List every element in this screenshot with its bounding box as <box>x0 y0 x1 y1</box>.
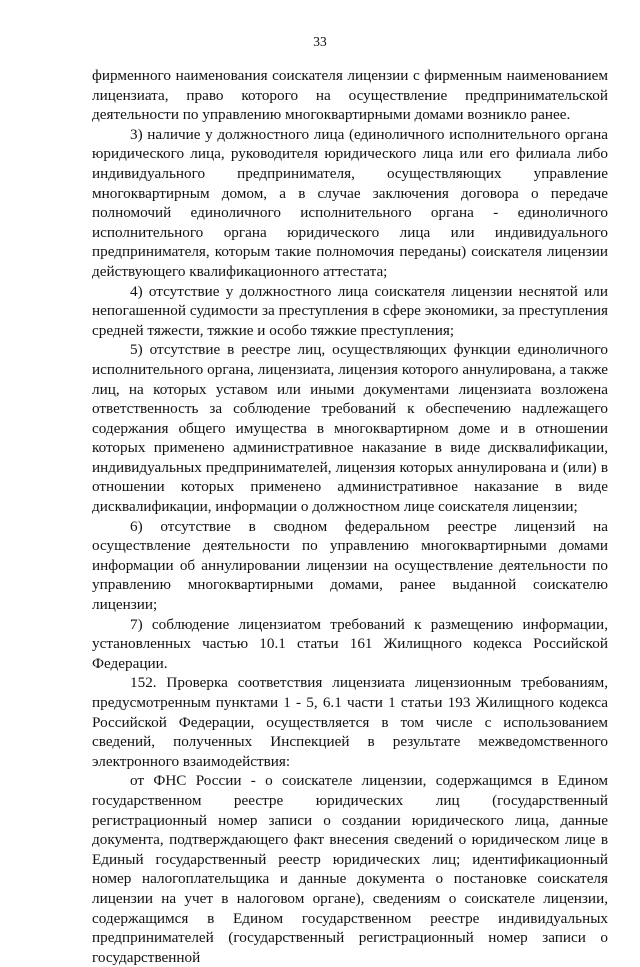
page-number: 33 <box>313 34 327 49</box>
paragraph-item-4: 4) отсутствие у должностного лица соискателя лицензии неснятой или непогашенной судимости за преступления в сфере экономики, за преступления средней тяжести, тяжкие и особо тяжкие преступления; <box>92 282 608 339</box>
paragraph-item-7: 7) соблюдение лицензиатом требований к размещению информации, установленных частью 10.1 статьи 161 Жилищного кодекса Российской Федерации. <box>92 615 608 672</box>
paragraph-fns-info: от ФНС России - о соискателе лицензии, содержащимся в Едином государственном реестре юридических лиц (государственный регистрационный номер записи о создании юридического лица, данные документа, подтверждающего факт внесения сведений о юридическом лице в Единый государственный реестр юридических лиц; идентификационный номер налогоплательщика и данные документа о постановке соискателя лицензии на учет в налоговом органе), сведениям о соискателе лицензии, содержащимся в Едином государственном реестре индивидуальных предпринимателей (государственный регистрационный номер записи о государственной <box>92 772 608 966</box>
document-body <box>92 66 608 967</box>
paragraph-item-3: 3) наличие у должностного лица (единоличного исполнительного органа юридического лица, руководителя юридического лица или его филиала либо индивидуального предпринимателя, осуществляющих управление многоквартирным домом, а в случае заключения договора о передаче полномочий единоличного исполнительного органа - единоличного исполнительного органа юридического лица или индивидуального предпринимателя, которым такие полномочия переданы) соискателя лицензии действующего квалификационного аттестата; <box>92 125 608 280</box>
paragraph-item-6: 6) отсутствие в сводном федеральном реестре лицензий на осуществление деятельности по управлению многоквартирными домами информации об аннулировании лицензии на осуществление деятельности по управлению многоквартирными домами, ранее выданной соискателю лицензии; <box>92 517 608 614</box>
paragraph-clause-152: 152. Проверка соответствия лицензиата лицензионным требованиям, предусмотренным пунктами 1 - 5, 6.1 части 1 статьи 193 Жилищного кодекса Российской Федерации, осуществляется в том числе с использованием сведений, полученных Инспекцией в результате межведомственного электронного взаимодействия: <box>92 674 608 770</box>
paragraph-continuation: фирменного наименования соискателя лицензии с фирменным наименованием лицензиата, право которого на осуществление предпринимательской деятельности по управлению многоквартирными домами возникло ранее. <box>92 67 608 124</box>
paragraph-item-5: 5) отсутствие в реестре лиц, осуществляющих функции единоличного исполнительного органа, лицензиата, лицензия которого аннулирована, а также лиц, на которых уставом или иными документами лицензиата возложена ответственность за соблюдение требований к обеспечению надлежащего содержания общего имущества в многоквартирном доме и в отношении которых применено административное наказание в виде дисквалификации, индивидуальных предпринимателей, лицензия которых аннулирована и (или) в отношении которых применено административное наказание в виде дисквалификации, информации о должностном лице соискателя лицензии; <box>92 341 608 516</box>
